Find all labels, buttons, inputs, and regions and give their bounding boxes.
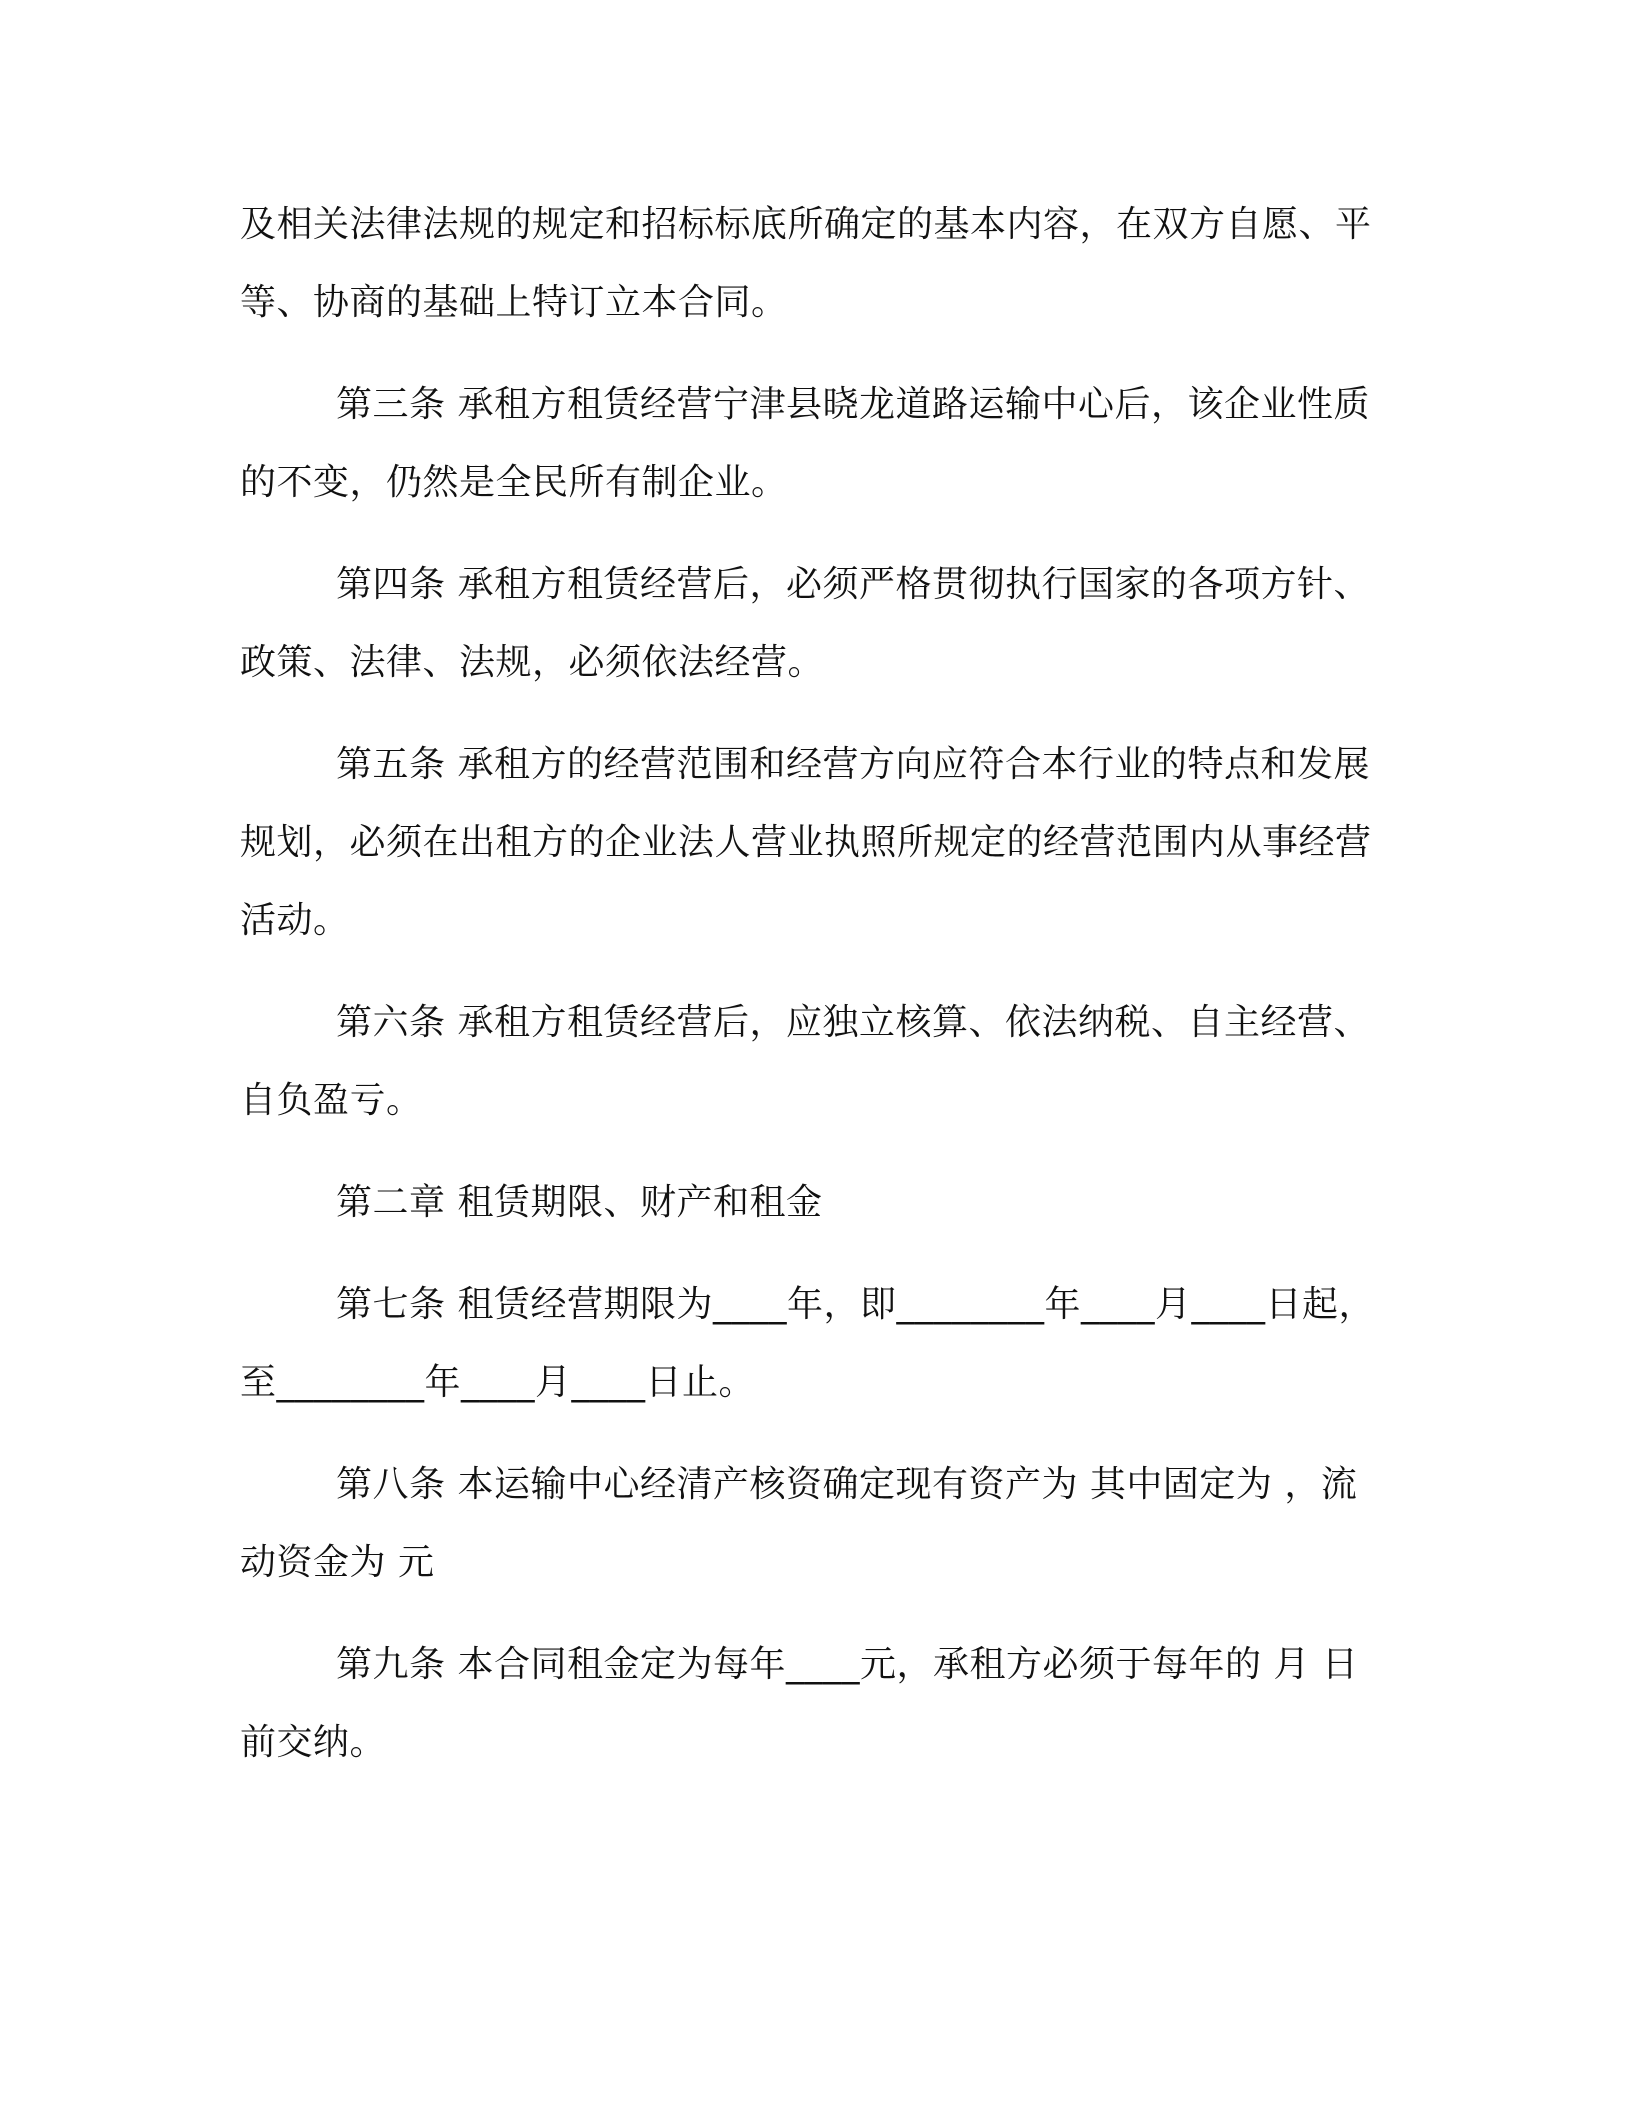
paragraph-article-4: 第四条 承租方租赁经营后，必须严格贯彻执行国家的各项方针、政策、法律、法规，必须依法经营。 (240, 564, 1370, 683)
paragraph-intro-continuation: 及相关法律法规的规定和招标标底所确定的基本内容，在双方自愿、平等、协商的基础上特订立本合同。 (240, 204, 1372, 323)
paragraph-article-9: 第九条 本合同租金定为每年____元，承租方必须于每年的 月 日前交纳。 (240, 1644, 1359, 1763)
paragraph-article-8: 第八条 本运输中心经清产核资确定现有资产为 其中固定为 ，流动资金为 元 (240, 1464, 1358, 1583)
paragraph-article-6: 第六条 承租方租赁经营后，应独立核算、依法纳税、自主经营、自负盈亏。 (240, 1002, 1370, 1121)
paragraph-article-7: 第七条 租赁经营期限为____年，即________年____月____日起，至________年____月____日止。 (240, 1284, 1375, 1403)
document-body (240, 186, 1390, 1806)
paragraph-article-3: 第三条 承租方租赁经营宁津县晓龙道路运输中心后，该企业性质的不变，仍然是全民所有制企业。 (240, 384, 1370, 503)
chapter-heading-2: 第二章 租赁期限、财产和租金 (336, 1182, 823, 1223)
paragraph-article-5: 第五条 承租方的经营范围和经营方向应符合本行业的特点和发展规划，必须在出租方的企业法人营业执照所规定的经营范围内从事经营活动。 (240, 744, 1372, 941)
